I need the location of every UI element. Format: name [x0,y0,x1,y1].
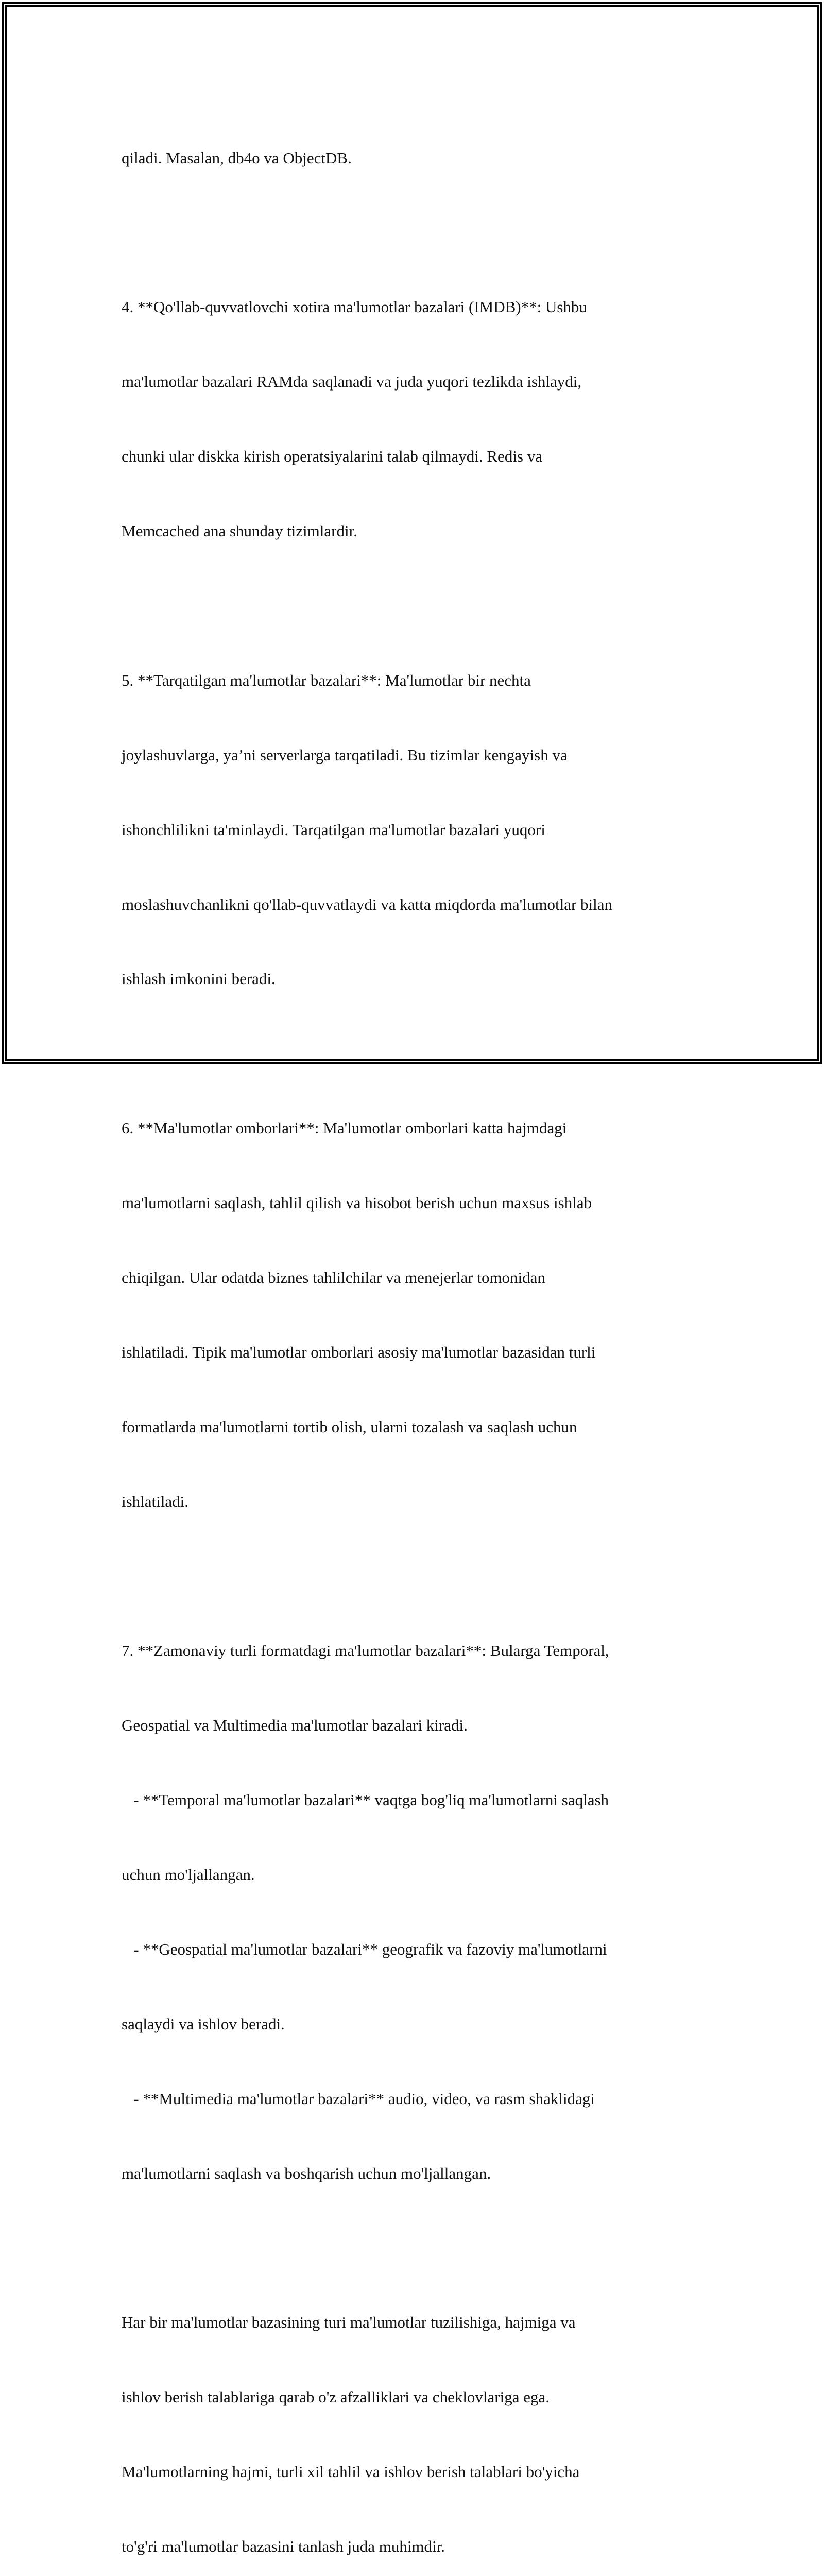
text-line: 4. **Qo'llab-quvvatlovchi xotira ma'lumotlar bazalari (IMDB)**: Ushbu [122,298,587,316]
text-line: ma'lumotlarni saqlash, tahlil qilish va hisobot berish uchun maxsus ishlab [122,1194,592,1212]
text-line: ishlatiladi. Tipik ma'lumotlar omborlari asosiy ma'lumotlar bazasidan turli [122,1343,596,1361]
text-line: 7. **Zamonaviy turli formatdagi ma'lumotlar bazalari**: Bularga Temporal, [122,1641,609,1660]
paragraph-item-7 [122,1589,709,2236]
document-body [122,96,709,2576]
paragraph-item-5 [122,618,709,1041]
text-line: ishonchlilikni ta'minlaydi. Tarqatilgan ma'lumotlar bazalari yuqori [122,820,545,839]
text-line: ishlov berish talablariga qarab o'z afzalliklari va cheklovlariga ega. [122,2388,550,2406]
paragraph-spacer [122,1041,709,1066]
text-line: Memcached ana shunday tizimlardir. [122,522,357,540]
text-line: saqlaydi va ishlov beradi. [122,2014,285,2033]
paragraph-spacer [122,220,709,245]
paragraph-spacer [122,2236,709,2261]
text-line: Ma'lumotlarning hajmi, turli xil tahlil va ishlov berish talablari bo'yicha [122,2463,580,2481]
text-line: ishlatiladi. [122,1492,189,1511]
text-line: 6. **Ma'lumotlar omborlari**: Ma'lumotlar omborlari katta hajmdagi [122,1119,567,1138]
text-line: - **Multimedia ma'lumotlar bazalari** audio, video, va rasm shaklidagi [122,2089,595,2108]
paragraph-conclusion [122,2261,709,2576]
text-line: - **Temporal ma'lumotlar bazalari** vaqtga bog'liq ma'lumotlarni saqlash [122,1791,609,1809]
paragraph-item-6 [122,1066,709,1564]
text-line: ishlash imkonini beradi. [122,970,276,988]
paragraph-spacer [122,1564,709,1589]
text-line: moslashuvchanlikni qo'llab-quvvatlaydi va katta miqdorda ma'lumotlar bilan [122,895,613,913]
text-line: ma'lumotlar bazalari RAMda saqlanadi va juda yuqori tezlikda ishlaydi, [122,372,582,391]
text-line: uchun mo'ljallangan. [122,1866,255,1884]
text-line: joylashuvlarga, ya’ni serverlarga tarqatiladi. Bu tizimlar kengayish va [122,745,568,764]
text-line: qiladi. Masalan, db4o va ObjectDB. [122,148,352,167]
text-line: Geospatial va Multimedia ma'lumotlar bazalari kiradi. [122,1716,468,1735]
text-line: formatlarda ma'lumotlarni tortib olish, ularni tozalash va saqlash uchun [122,1417,577,1436]
text-line: to'g'ri ma'lumotlar bazasini tanlash juda muhimdir. [122,2537,445,2556]
text-line: chiqilgan. Ular odatda biznes tahlilchilar va menejerlar tomonidan [122,1268,545,1286]
paragraph-spacer [122,594,709,618]
text-line: Har bir ma'lumotlar bazasining turi ma'lumotlar tuzilishiga, hajmiga va [122,2313,576,2332]
text-line: ma'lumotlarni saqlash va boshqarish uchun mo'ljallangan. [122,2164,491,2182]
text-line: chunki ular diskka kirish operatsiyalarini talab qilmaydi. Redis va [122,447,543,466]
text-line: 5. **Tarqatilgan ma'lumotlar bazalari**: Ma'lumotlar bir nechta [122,671,531,689]
text-line: - **Geospatial ma'lumotlar bazalari** geografik va fazoviy ma'lumotlarni [122,1940,607,1958]
paragraph-intro-continuation [122,96,709,220]
paragraph-item-4 [122,245,709,594]
